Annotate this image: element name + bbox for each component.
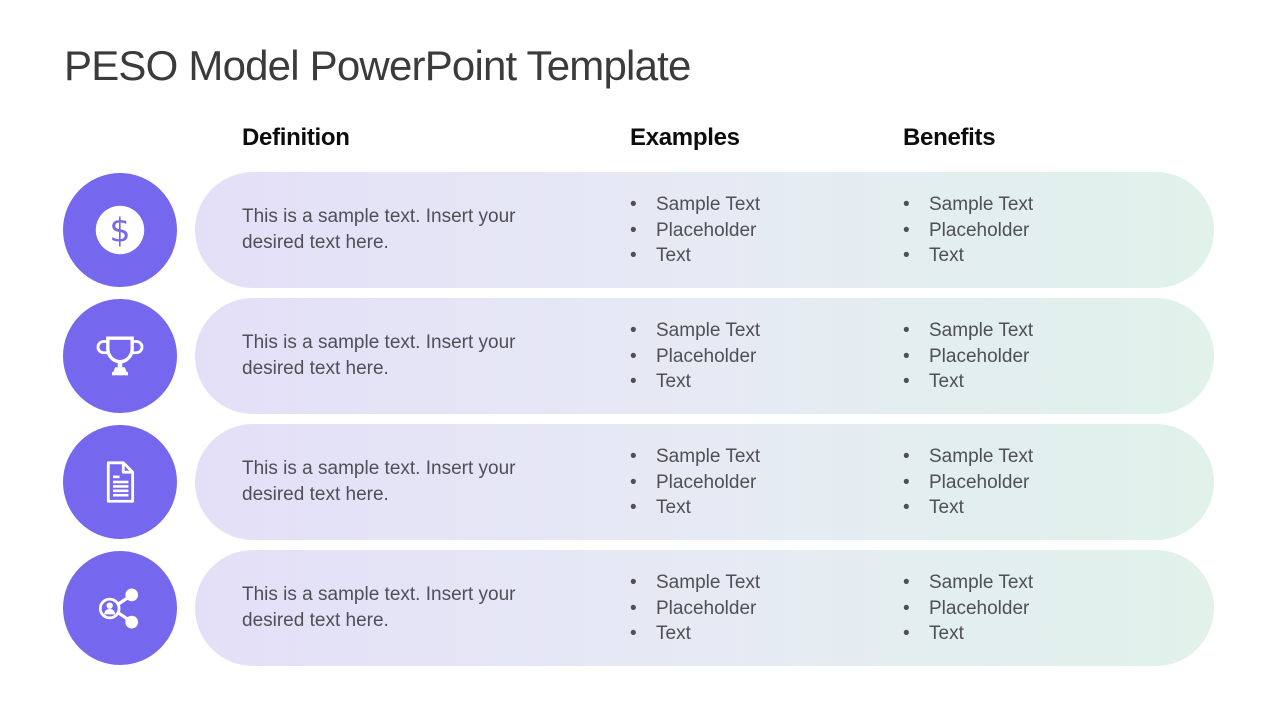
list-item — [903, 217, 1033, 243]
bullet-icon: • — [630, 319, 637, 341]
list-item — [630, 192, 760, 218]
bullet-icon: • — [630, 445, 637, 467]
bullet-icon: • — [903, 597, 910, 619]
list-item-label: Sample Text — [656, 319, 761, 341]
bullet-icon: • — [903, 622, 910, 644]
list-item — [903, 318, 1033, 344]
list-item — [630, 217, 760, 243]
list-item-label: Placeholder — [656, 471, 757, 493]
list-item — [630, 243, 760, 269]
list-item — [630, 318, 760, 344]
share-icon — [90, 578, 150, 638]
bullet-icon: • — [630, 193, 637, 215]
list-item — [903, 369, 1033, 395]
benefits-list — [903, 570, 1033, 647]
examples-list — [630, 192, 760, 269]
bullet-icon: • — [903, 244, 910, 266]
list-item-label: Placeholder — [656, 345, 757, 367]
list-item — [903, 243, 1033, 269]
list-item-label: Sample Text — [929, 571, 1034, 593]
list-item-label: Text — [929, 496, 964, 518]
table-row — [195, 424, 1214, 540]
table-row — [195, 172, 1214, 288]
bullet-icon: • — [903, 471, 910, 493]
dollar-icon — [89, 199, 151, 261]
bullet-icon: • — [630, 597, 637, 619]
svg-text:$: $ — [109, 210, 131, 250]
list-item-label: Sample Text — [656, 193, 761, 215]
bullet-icon: • — [630, 496, 637, 518]
list-item-label: Sample Text — [656, 445, 761, 467]
list-item-label: Text — [929, 622, 964, 644]
bullet-icon: • — [903, 496, 910, 518]
page-title: PESO Model PowerPoint Template — [64, 42, 691, 89]
list-item — [630, 444, 760, 470]
list-item — [630, 343, 760, 369]
bullet-icon: • — [630, 622, 637, 644]
bullet-icon: • — [903, 445, 910, 467]
bullet-icon: • — [630, 571, 637, 593]
column-header-examples: Examples — [630, 124, 740, 151]
benefits-list — [903, 444, 1033, 521]
list-item-label: Sample Text — [929, 319, 1034, 341]
list-item-label: Sample Text — [929, 445, 1034, 467]
list-item — [630, 621, 760, 647]
table-row — [195, 550, 1214, 666]
row-icon-circle — [63, 299, 177, 413]
column-header-definition: Definition — [242, 124, 350, 151]
list-item-label: Placeholder — [929, 471, 1030, 493]
list-item-label: Text — [929, 370, 964, 392]
list-item — [630, 595, 760, 621]
list-item — [903, 444, 1033, 470]
bullet-icon: • — [630, 244, 637, 266]
bullet-icon: • — [903, 219, 910, 241]
list-item — [630, 570, 760, 596]
list-item-label: Placeholder — [656, 597, 757, 619]
bullet-icon: • — [630, 219, 637, 241]
bullet-icon: • — [903, 571, 910, 593]
definition-text: This is a sample text. Insert your desired text here. — [242, 206, 516, 253]
list-item — [903, 192, 1033, 218]
list-item — [903, 469, 1033, 495]
column-header-benefits: Benefits — [903, 124, 996, 151]
examples-list — [630, 318, 760, 395]
list-item — [903, 570, 1033, 596]
list-item-label: Placeholder — [656, 219, 757, 241]
bullet-icon: • — [903, 319, 910, 341]
list-item — [630, 369, 760, 395]
list-item-label: Text — [656, 496, 691, 518]
benefits-list — [903, 318, 1033, 395]
bullet-icon: • — [630, 471, 637, 493]
row-icon-circle — [63, 551, 177, 665]
list-item-label: Text — [656, 244, 691, 266]
list-item — [903, 595, 1033, 621]
bullet-icon: • — [903, 370, 910, 392]
list-item-label: Text — [656, 370, 691, 392]
list-item — [630, 469, 760, 495]
definition-text: This is a sample text. Insert your desired text here. — [242, 584, 516, 631]
document-icon — [90, 452, 150, 512]
definition-text: This is a sample text. Insert your desired text here. — [242, 458, 516, 505]
list-item-label: Sample Text — [656, 571, 761, 593]
row-icon-circle — [63, 173, 177, 287]
benefits-list — [903, 192, 1033, 269]
list-item — [630, 495, 760, 521]
examples-list — [630, 570, 760, 647]
table-row — [195, 298, 1214, 414]
list-item-label: Placeholder — [929, 219, 1030, 241]
trophy-icon — [90, 326, 150, 386]
bullet-icon: • — [630, 370, 637, 392]
list-item-label: Text — [929, 244, 964, 266]
definition-text: This is a sample text. Insert your desired text here. — [242, 332, 516, 379]
list-item-label: Text — [656, 622, 691, 644]
list-item — [903, 343, 1033, 369]
list-item-label: Placeholder — [929, 597, 1030, 619]
row-icon-circle — [63, 425, 177, 539]
bullet-icon: • — [903, 345, 910, 367]
list-item — [903, 621, 1033, 647]
list-item-label: Sample Text — [929, 193, 1034, 215]
list-item-label: Placeholder — [929, 345, 1030, 367]
list-item — [903, 495, 1033, 521]
bullet-icon: • — [903, 193, 910, 215]
examples-list — [630, 444, 760, 521]
bullet-icon: • — [630, 345, 637, 367]
